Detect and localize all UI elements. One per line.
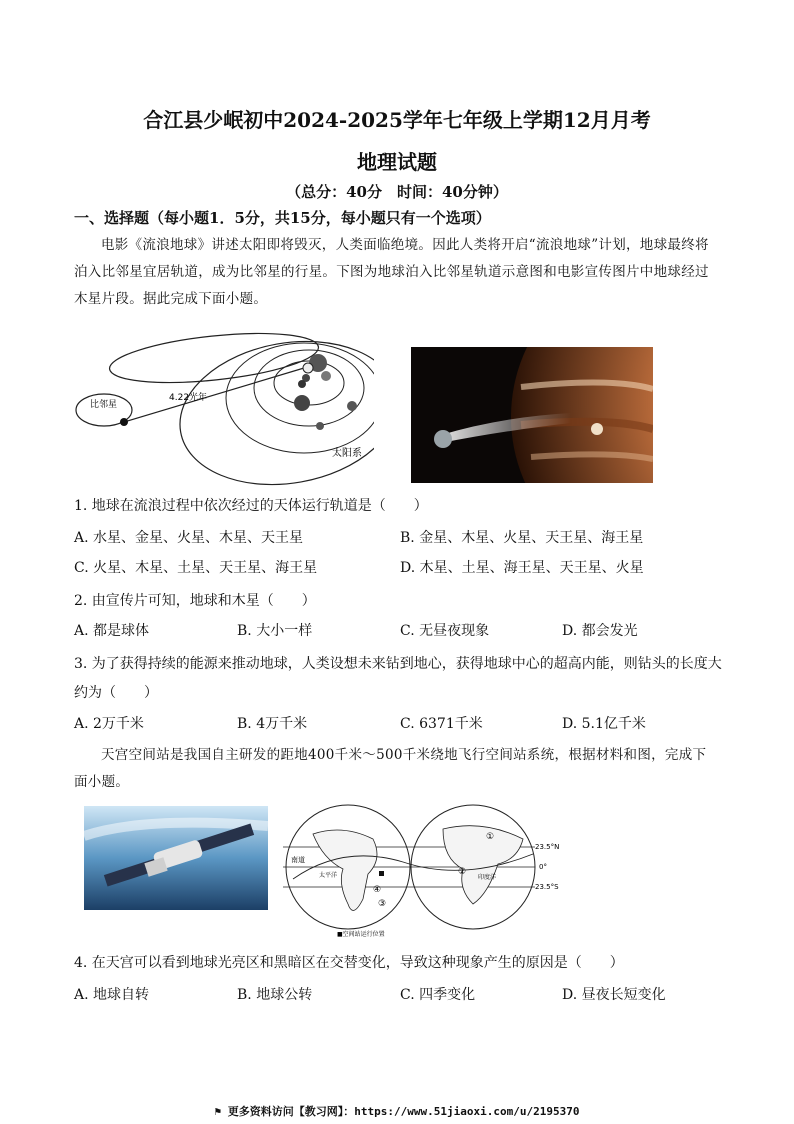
q3-option-d[interactable]: D. 5.1亿千米	[562, 716, 646, 732]
orbit-diagram	[74, 328, 374, 488]
question-3-stem-line2: 约为（ ）	[74, 685, 158, 701]
section-heading: 一、选择题（每小题1．5分，共15分，每小题只有一个选项）	[74, 209, 491, 227]
ocean-label-3: 印度洋	[478, 874, 497, 881]
question-1-stem: 1. 地球在流浪过程中依次经过的天体运行轨道是（ ）	[74, 498, 428, 514]
ocean-label-1: 南道	[291, 856, 305, 864]
footer-link[interactable]	[0, 1103, 794, 1119]
passage-2: 天宫空间站是我国自主研发的距地400千米～500千米绕地飞行空间站系统，根据材料和图，完成下面小题。	[74, 747, 707, 790]
exam-subtitle: 地理试题	[357, 150, 437, 174]
lat-north-label: 23.5°N	[535, 843, 560, 851]
ocean-label-2: 太平洋	[319, 872, 338, 879]
q1-option-c[interactable]: C. 火星、木星、土星、天王星、海王星	[74, 560, 318, 576]
exam-meta: （总分：40分 时间：40分钟）	[286, 183, 508, 201]
space-station-image	[84, 806, 268, 910]
q2-option-a[interactable]: A. 都是球体	[74, 623, 150, 639]
solar-system-label: 太阳系	[332, 448, 362, 459]
flag-icon: ⚑	[214, 1105, 228, 1118]
region-mark-4: ④	[373, 885, 382, 895]
q4-option-c[interactable]: C. 四季变化	[400, 987, 476, 1003]
region-mark-1: ①	[486, 832, 495, 842]
q2-option-d[interactable]: D. 都会发光	[562, 623, 638, 639]
q2-option-c[interactable]: C. 无昼夜现象	[400, 623, 490, 639]
jupiter-movie-image	[411, 347, 653, 483]
footer-text: 更多资料访问【教习网】：https://www.51jiaoxi.com/u/2195370	[227, 1105, 580, 1118]
equator-label: 0°	[539, 863, 547, 871]
map-legend: ■空间站运行位置	[337, 931, 385, 938]
passage-1: 电影《流浪地球》讲述太阳即将毁灭，人类面临绝境。因此人类将开启“流浪地球”计划，地球最终将泊入比邻星宜居轨道，成为比邻星的行星。下图为地球泊入比邻星轨道示意图和电影宣传图片中地球经过木星片段。据此完成下面小题。	[74, 237, 709, 307]
region-mark-3: ③	[378, 899, 387, 909]
q3-option-c[interactable]: C. 6371千米	[400, 716, 483, 732]
q4-option-a[interactable]: A. 地球自转	[74, 987, 150, 1003]
distance-label: 4.22光年	[169, 393, 208, 403]
exam-title: 合江县少岷初中2024-2025学年七年级上学期12月月考	[143, 108, 651, 132]
q3-option-b[interactable]: B. 4万千米	[237, 716, 308, 732]
question-2-stem: 2. 由宣传片可知，地球和木星（ ）	[74, 593, 316, 609]
region-mark-2: ②	[458, 867, 467, 877]
lat-south-label: 23.5°S	[535, 883, 559, 891]
proxima-label: 比邻星	[90, 400, 118, 410]
question-3-stem-line1: 3. 为了获得持续的能源来推动地球，人类设想未来钻到地心，获得地球中心的超高内能，则钻头的长度大	[74, 656, 722, 672]
q4-option-b[interactable]: B. 地球公转	[237, 987, 313, 1003]
q1-option-b[interactable]: B. 金星、木星、火星、天王星、海王星	[400, 530, 644, 546]
question-4-stem: 4. 在天宫可以看到地球光亮区和黑暗区在交替变化，导致这种现象产生的原因是（ ）	[74, 955, 624, 971]
world-map-diagram	[283, 804, 568, 938]
q3-option-a[interactable]: A. 2万千米	[74, 716, 144, 732]
q4-option-d[interactable]: D. 昼夜长短变化	[562, 987, 666, 1003]
q2-option-b[interactable]: B. 大小一样	[237, 623, 313, 639]
q1-option-d[interactable]: D. 木星、土星、海王星、天王星、火星	[400, 560, 644, 576]
q1-option-a[interactable]: A. 水星、金星、火星、木星、天王星	[74, 530, 304, 546]
